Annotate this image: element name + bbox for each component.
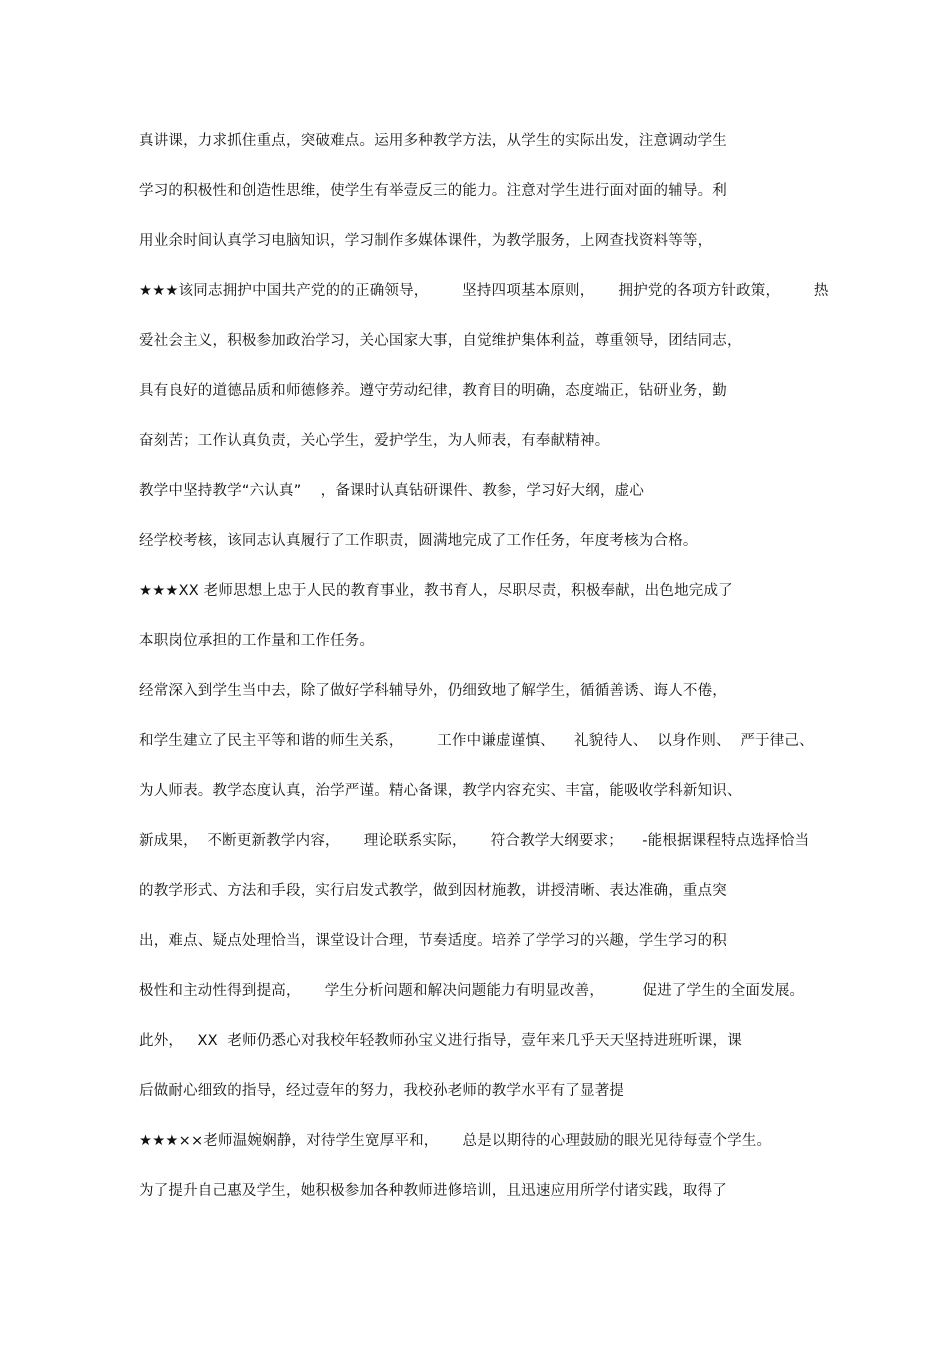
text-line-22: 为了提升自己惠及学生，她积极参加各种教师进修培训，且迅速应用所学付诸实践，取得了: [139, 1183, 727, 1199]
text-line-14: 为人师表。教学态度认真，治学严谨。精心备课，教学内容充实、丰富，能吸收学科新知识、: [139, 783, 742, 799]
text-line-3: 用业余时间认真学习电脑知识，学习制作多媒体课件，为教学服务，上网查找资料等等，: [139, 233, 713, 249]
text-line-18: 极性和主动性得到提高， 学生分析问题和解决问题能力有明显改善， 促进了学生的全面发展。: [139, 983, 805, 999]
text-line-8: 教学中坚持教学“六认真” ，备课时认真钻研课件、教参，学习好大纲，虚心: [139, 483, 645, 499]
text-line-16: 的教学形式、方法和手段，实行启发式教学，做到因材施教，讲授清晰、表达准确，重点突: [139, 883, 727, 899]
text-line-4: ★★★该同志拥护中国共产党的的正确领导， 坚持四项基本原则， 拥护党的各项方针政策， 热: [139, 283, 829, 299]
text-line-7: 奋刻苦；工作认真负责，关心学生，爱护学生，为人师表，有奉献精神。: [139, 433, 610, 449]
text-line-20: 后做耐心细致的指导，经过壹年的努力，我校孙老师的教学水平有了显著提: [139, 1083, 625, 1099]
text-line-19: 此外， XX 老师仍悉心对我校年轻教师孙宝义进行指导，壹年来几乎天天坚持进班听课，课: [139, 1033, 742, 1049]
text-line-17: 出，难点、疑点处理恰当，课堂设计合理，节奏适度。培养了学学习的兴趣，学生学习的积: [139, 933, 727, 949]
text-line-2: 学习的积极性和创造性思维，使学生有举壹反三的能力。注意对学生进行面对面的辅导。利: [139, 183, 727, 199]
text-line-5: 爱社会主义，积极参加政治学习，关心国家大事，自觉维护集体利益，尊重领导，团结同志，: [139, 333, 742, 349]
text-line-15: 新成果， 不断更新教学内容， 理论联系实际， 符合教学大纲要求； -能根据课程特点选择恰当: [139, 833, 810, 849]
text-line-6: 具有良好的道德品质和师德修养。遵守劳动纪律，教育目的明确，态度端正，钻研业务，勤: [139, 383, 727, 399]
text-line-21: ★★★××老师温婉娴静，对待学生宽厚平和， 总是以期待的心理鼓励的眼光见待每壹个学生。: [139, 1133, 772, 1149]
text-line-1: 真讲课，力求抓住重点，突破难点。运用多种教学方法，从学生的实际出发，注意调动学生: [139, 133, 727, 149]
text-line-9: 经学校考核，该同志认真履行了工作职责，圆满地完成了工作任务，年度考核为合格。: [139, 533, 698, 549]
text-line-13: 和学生建立了民主平等和谐的师生关系， 工作中谦虚谨慎、 礼貌待人、 以身作则、 严于律己、: [139, 733, 814, 749]
text-line-12: 经常深入到学生当中去，除了做好学科辅导外，仍细致地了解学生，循循善诱、诲人不倦，: [139, 683, 727, 699]
text-line-10: ★★★XX 老师思想上忠于人民的教育事业，教书育人，尽职尽责，积极奉献，出色地完成了: [139, 583, 733, 599]
text-line-11: 本职岗位承担的工作量和工作任务。: [139, 633, 375, 649]
